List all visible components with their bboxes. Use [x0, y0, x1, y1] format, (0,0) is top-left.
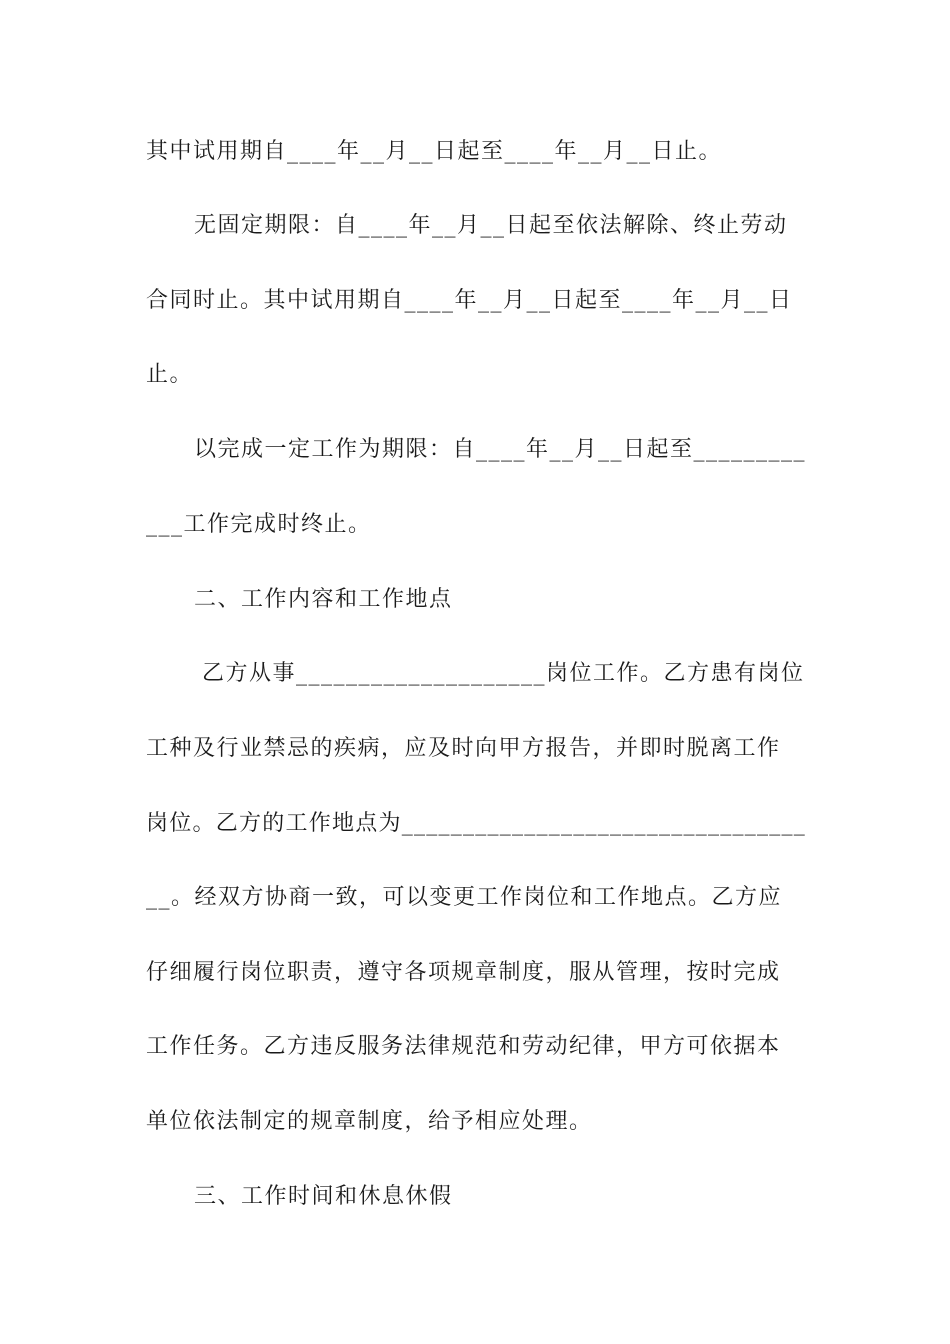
- text-line: ___工作完成时终止。: [146, 512, 372, 537]
- section-heading: 三、工作时间和休息休假: [194, 1184, 453, 1209]
- text-line: __。经双方协商一致，可以变更工作岗位和工作地点。乙方应: [146, 885, 783, 910]
- text-line: 单位依法制定的规章制度，给予相应处理。: [146, 1109, 593, 1134]
- text-line: 乙方从事____________________岗位工作。乙方患有岗位: [202, 661, 805, 686]
- text-line: 工种及行业禁忌的疾病，应及时向甲方报告，并即时脱离工作: [146, 736, 781, 761]
- text-line: 其中试用期自____年__月__日起至____年__月__日止。: [146, 139, 723, 164]
- section-heading: 二、工作内容和工作地点: [194, 587, 453, 612]
- text-line: 工作任务。乙方违反服务法律规范和劳动纪律，甲方可依据本: [146, 1034, 781, 1059]
- text-line: 无固定期限：自____年__月__日起至依法解除、终止劳动: [194, 213, 788, 238]
- text-line: 岗位。乙方的工作地点为_________________________________: [146, 811, 807, 836]
- text-line: 以完成一定工作为期限：自____年__月__日起至_________: [194, 437, 807, 462]
- text-line: 止。: [146, 362, 194, 387]
- text-line: 合同时止。其中试用期自____年__月__日起至____年__月__日: [146, 288, 793, 313]
- text-line: 仔细履行岗位职责，遵守各项规章制度，服从管理，按时完成: [146, 960, 781, 985]
